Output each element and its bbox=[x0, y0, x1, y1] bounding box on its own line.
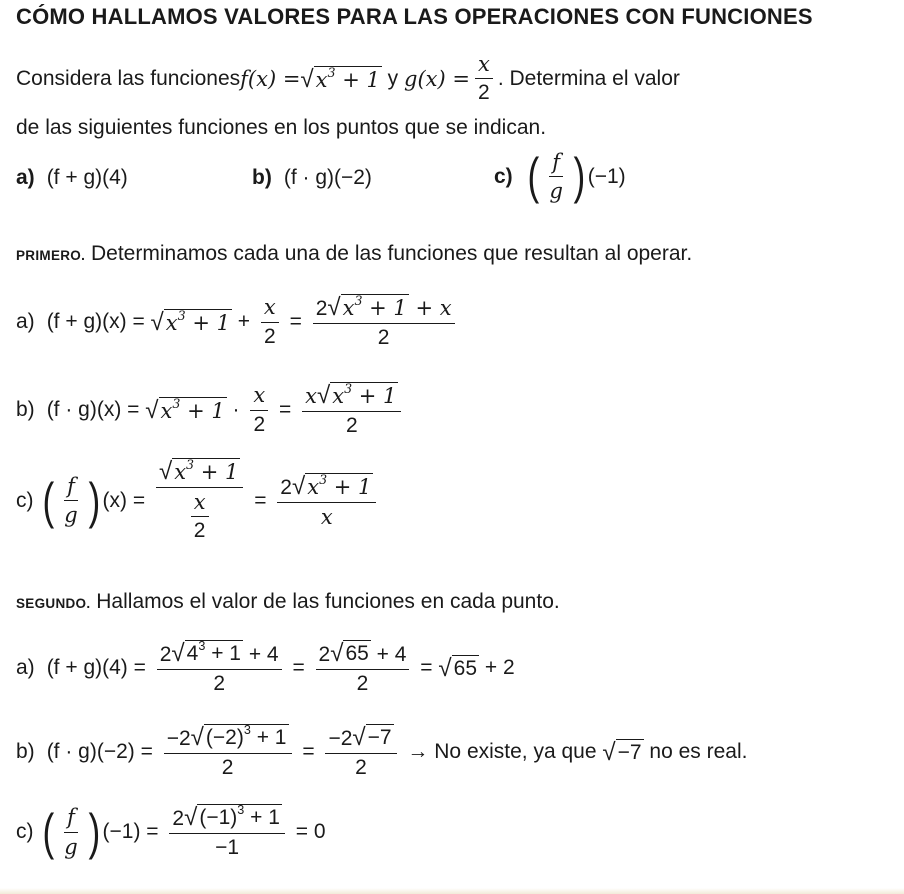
page-title: CÓMO HALLAMOS VALORES PARA LAS OPERACIONES CON FUNCIONES bbox=[16, 4, 813, 29]
segundo-text: Hallamos el valor de las funciones en cada punto. bbox=[96, 590, 560, 613]
task-c-fraction: $\frac{f}{g}$ bbox=[549, 150, 563, 204]
g-fraction: $\frac{x}{2}$ bbox=[475, 52, 493, 105]
primero-c: c) ( $\frac{f}{g}$ ) (x) = √ $x^3 + 1$ $\frac{x}{2}$ = 2 √ $x^3 + 1$ x bbox=[16, 458, 381, 543]
primero-text: Determinamos cada una de las funciones que resultan al operar. bbox=[91, 242, 693, 265]
task-a: a) (f + g)(4) bbox=[16, 166, 128, 189]
segundo-heading: SEGUNDO. bbox=[16, 596, 91, 611]
primero-heading: PRIMERO. bbox=[16, 248, 86, 263]
intro-line-1 bbox=[16, 52, 680, 105]
arrow-icon: → bbox=[401, 740, 435, 764]
segundo-a: a) (f + g)(4) = 2 √ $4^3 + 1$ + 4 2 = 2 √ 65 + 4 2 = √ 65 + 2 bbox=[16, 638, 515, 696]
f-radical: √ $x^3 + 1$ bbox=[300, 64, 380, 93]
task-b: b) (f · g)(−2) bbox=[252, 166, 372, 189]
intro-line-2: de las siguientes funciones en los puntos que se indican. bbox=[16, 116, 547, 139]
intro-post: . Determina el valor bbox=[497, 66, 680, 90]
intro-and: y bbox=[381, 66, 405, 90]
f-definition: f(x) = bbox=[240, 66, 301, 91]
segundo-line bbox=[16, 590, 560, 614]
primero-line bbox=[16, 242, 692, 266]
task-c: c) ( $\frac{f}{g}$ ) (−1) bbox=[494, 147, 626, 205]
segundo-b: b) (f · g)(−2) = −2 √ $(-2)^3 + 1$ 2 = −2 √ −7 2 → No existe, ya que √ −7 no es real. bbox=[16, 722, 748, 780]
primero-a: a) (f + g)(x) = √ $x^3 + 1$ + $\frac{x}{2}$ = 2 √ $x^3 + 1$ + x 2 bbox=[16, 294, 460, 350]
intro-pre: Considera las funciones bbox=[16, 66, 241, 90]
compound-fraction: √ $x^3 + 1$ $\frac{x}{2}$ bbox=[156, 458, 243, 543]
segundo-c: c) ( $\frac{f}{g}$ ) (−1) = 2 √ $(-1)^3 + 1$ −1 = 0 bbox=[16, 802, 326, 860]
g-definition: g(x) = bbox=[404, 66, 470, 91]
primero-b: b) (f · g)(x) = √ $x^3 + 1$ · $\frac{x}{2}$ = x √ $x^3 + 1$ 2 bbox=[16, 382, 406, 438]
page-bottom-edge bbox=[0, 888, 904, 894]
